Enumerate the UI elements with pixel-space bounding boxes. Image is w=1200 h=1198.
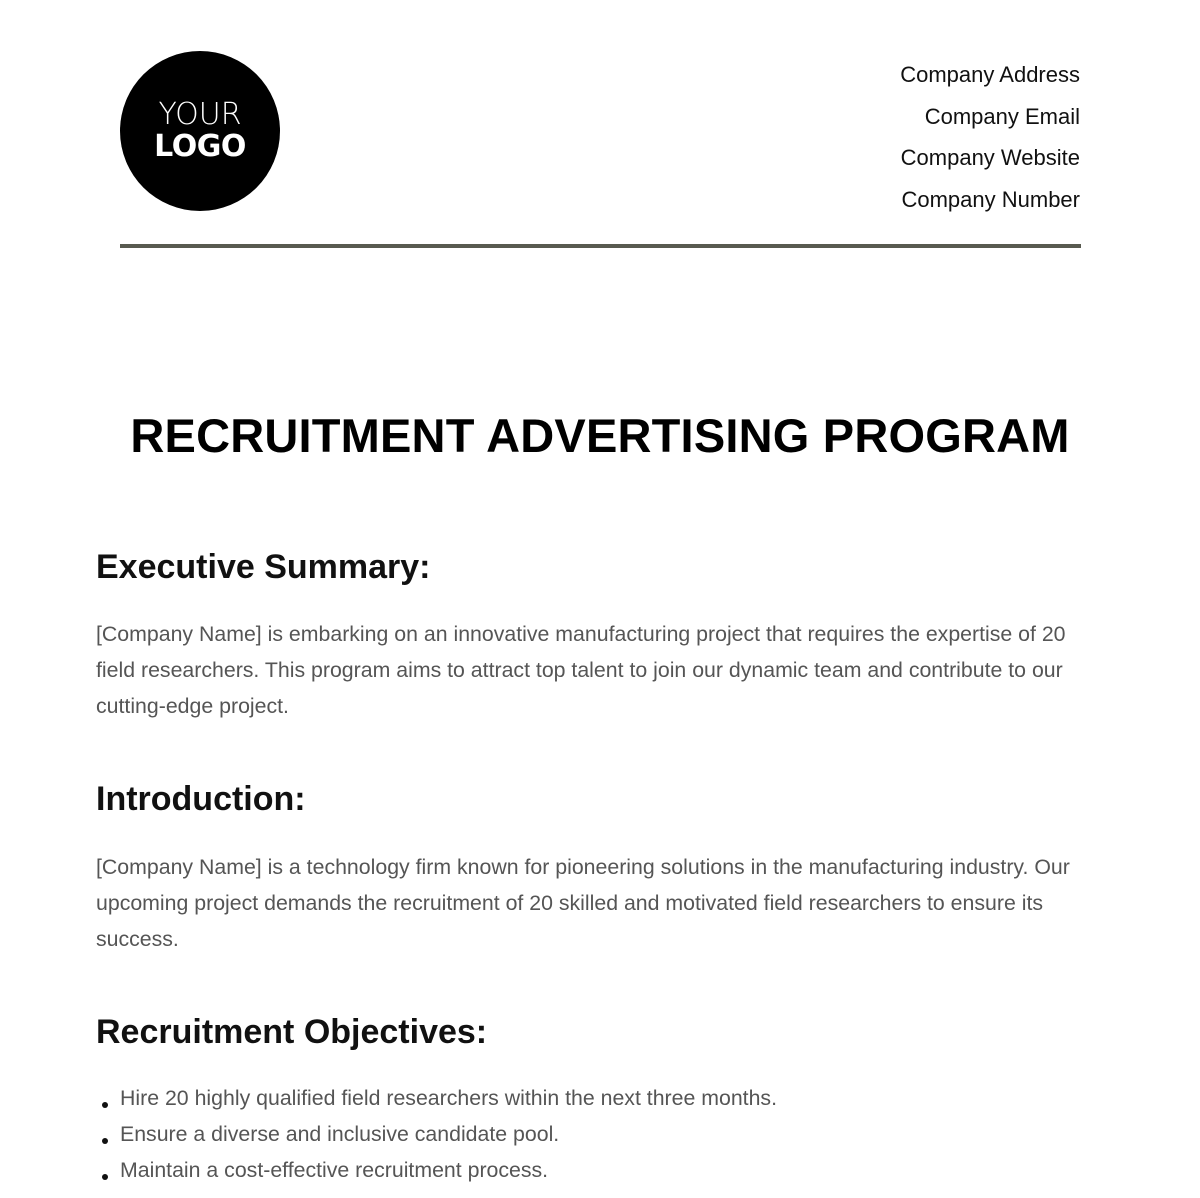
list-item bbox=[96, 1152, 777, 1188]
company-logo bbox=[120, 51, 280, 211]
introduction-text: [Company Name] is a technology firm known for pioneering solutions in the manufacturing industry. Our upcoming project demands the recruitment of 20 skilled and motivated field researchers to ensure its success. bbox=[96, 855, 1070, 951]
section-heading-recruitment-objectives: Recruitment Objectives: bbox=[96, 1013, 488, 1051]
objectives-list bbox=[96, 1080, 777, 1188]
bullet-icon bbox=[102, 1174, 108, 1180]
section-heading-introduction: Introduction: bbox=[96, 780, 306, 818]
company-number: Company Number bbox=[901, 187, 1080, 213]
document-title: RECRUITMENT ADVERTISING PROGRAM bbox=[130, 409, 1070, 462]
objective-text: Hire 20 highly qualified field researchers within the next three months. bbox=[120, 1086, 778, 1110]
section-heading-executive-summary: Executive Summary: bbox=[96, 548, 431, 586]
company-contact-block bbox=[900, 54, 1080, 221]
executive-summary-text: [Company Name] is embarking on an innovative manufacturing project that requires the expertise of 20 field researchers. This program aims to attract top talent to join our dynamic team and contribute to our cutting-edge project. bbox=[96, 622, 1066, 718]
company-website: Company Website bbox=[900, 145, 1080, 171]
bullet-icon bbox=[102, 1138, 108, 1144]
logo-line-2: LOGO bbox=[154, 129, 246, 164]
objective-text: Ensure a diverse and inclusive candidate pool. bbox=[120, 1122, 560, 1146]
company-address: Company Address bbox=[900, 62, 1080, 87]
list-item bbox=[96, 1116, 777, 1152]
list-item bbox=[96, 1080, 777, 1116]
header-divider bbox=[120, 244, 1081, 248]
bullet-icon bbox=[102, 1102, 108, 1108]
objective-text: Maintain a cost-effective recruitment process. bbox=[120, 1158, 549, 1182]
logo-line-1: YOUR bbox=[158, 97, 242, 132]
company-email: Company Email bbox=[924, 103, 1080, 129]
